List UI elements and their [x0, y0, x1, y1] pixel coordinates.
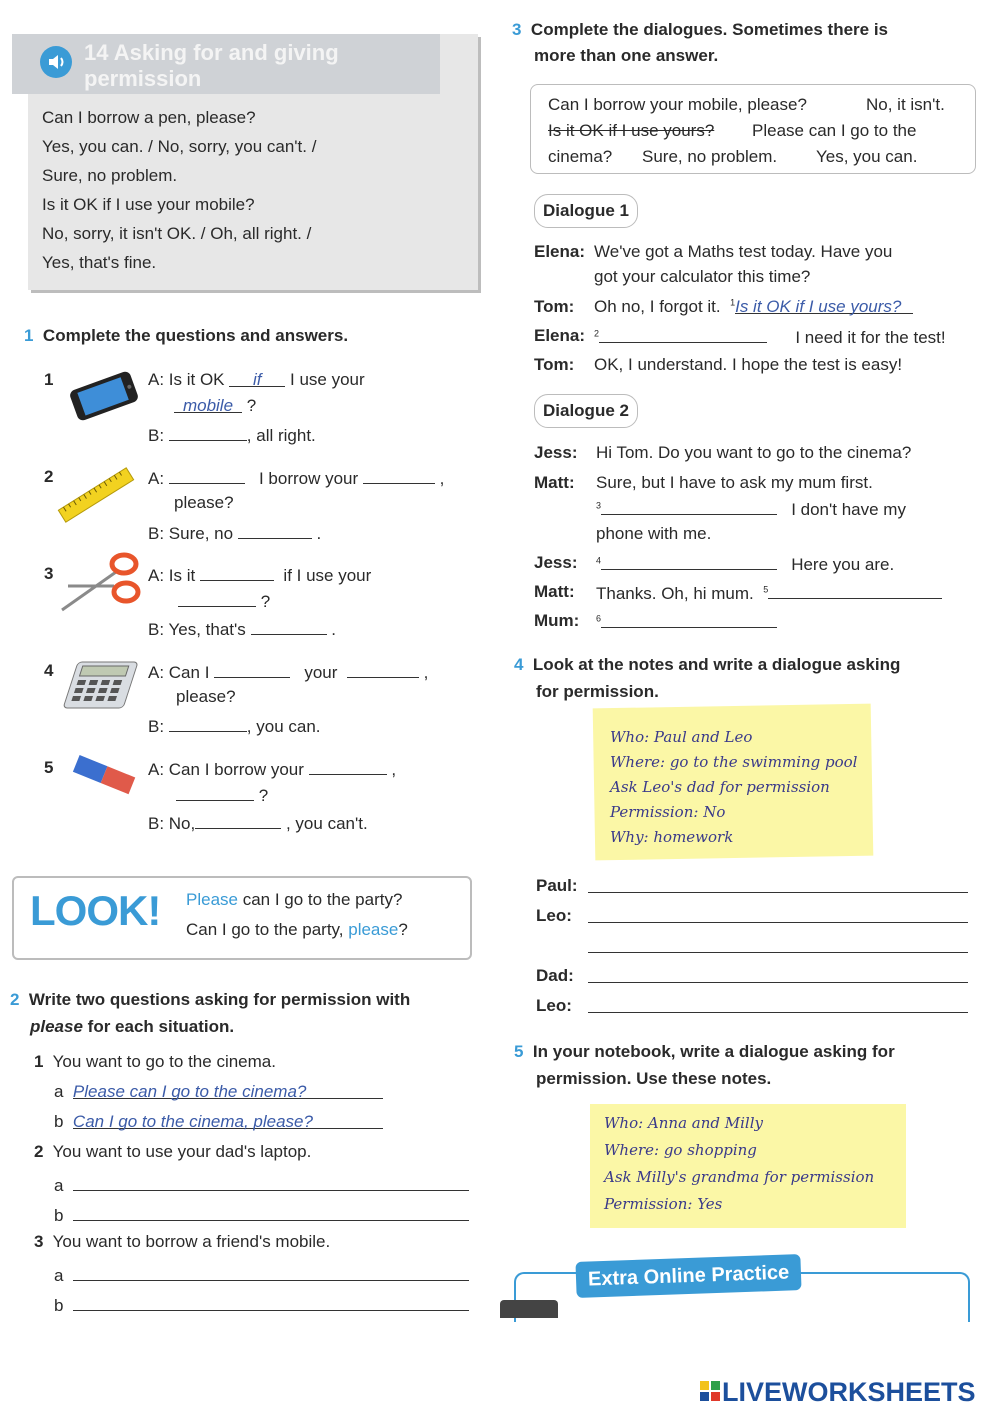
look-line-1: Please can I go to the party?: [186, 890, 403, 909]
word-option-used: Is it OK if I use yours?: [548, 121, 715, 140]
note-line: Why: homework: [610, 828, 734, 846]
dialogue-line: $^4$ Here you are.: [596, 555, 895, 574]
answer-text: Is it OK if I use yours?: [735, 297, 902, 316]
situation-3: 3 You want to borrow a friend's mobile.: [34, 1232, 331, 1251]
grammar-line: Sure, no problem.: [42, 166, 178, 185]
item-number: 3: [44, 564, 54, 583]
blank-input[interactable]: [195, 812, 281, 829]
question-2-cont: please?: [174, 493, 234, 512]
dialogue-text: phone with me.: [596, 524, 712, 543]
question-5: A: Can I borrow your ,: [148, 760, 397, 779]
blank-input[interactable]: [73, 1204, 469, 1221]
dialogue-speaker: Leo:: [536, 906, 572, 925]
note-line: Where: go shopping: [604, 1141, 757, 1159]
ex3-heading-cont: more than one answer.: [534, 46, 719, 65]
liveworksheets-logo-icon: [700, 1381, 720, 1401]
situation-3-a: a: [54, 1264, 469, 1286]
dialogue-2-label: Dialogue 2: [534, 394, 638, 428]
grammar-line: Yes, that's fine.: [42, 253, 157, 272]
answer-4: B: , you can.: [148, 717, 321, 736]
extra-practice-tab[interactable]: Extra Online Practice: [575, 1254, 801, 1298]
answer-2: B: Sure, no .: [148, 524, 322, 543]
ruler-image: [54, 462, 138, 528]
note-line: Permission: Yes: [604, 1195, 723, 1213]
blank-input[interactable]: [601, 611, 777, 628]
blank-input[interactable]: [601, 553, 777, 570]
look-line-2: Can I go to the party, please?: [186, 920, 408, 939]
blank-input[interactable]: [601, 498, 777, 515]
item-number: 1: [44, 370, 54, 389]
speaker-icon[interactable]: [40, 46, 72, 78]
look-logo: LOOK!: [30, 887, 161, 934]
item-number: 4: [44, 661, 54, 680]
question-1: A: Is it OK if I use your: [148, 370, 365, 389]
note-line: Who: Anna and Milly: [604, 1114, 763, 1132]
note-line: Who: Paul and Leo: [610, 728, 753, 746]
blank-input[interactable]: [73, 1174, 469, 1191]
grammar-line: Yes, you can. / No, sorry, you can't. /: [42, 137, 317, 156]
dialogue-line: 6: [596, 611, 777, 633]
word-option: Sure, no problem.: [642, 147, 778, 166]
blank-input[interactable]: [768, 582, 942, 599]
blank-input[interactable]: [176, 784, 254, 801]
dialogue-speaker: Tom:: [534, 355, 575, 374]
dialogue-speaker: Elena:: [534, 326, 586, 345]
ex3-heading: 3 Complete the dialogues. Sometimes there is: [512, 20, 889, 39]
blank-input[interactable]: [363, 467, 435, 484]
blank-input[interactable]: [214, 661, 290, 678]
word-option: Yes, you can.: [816, 147, 918, 166]
grammar-line: Is it OK if I use your mobile?: [42, 195, 255, 214]
question-4-cont: please?: [176, 687, 236, 706]
dialogue-speaker: Matt:: [534, 582, 575, 601]
note-line: Where: go to the swimming pool: [610, 753, 858, 771]
dialogue-line: $^3$ I don't have my: [596, 500, 906, 519]
scissors-image: [58, 546, 142, 616]
dialogue-speaker: Jess:: [534, 443, 578, 462]
dialogue-speaker: Jess:: [534, 553, 578, 572]
dialogue-speaker: Mum:: [534, 611, 580, 630]
answer-mobile: mobile: [182, 396, 234, 415]
blank-input[interactable]: [169, 715, 247, 732]
situation-1-b: b Can I go to the cinema, please?: [54, 1112, 383, 1132]
footer-brand[interactable]: LIVEWORKSHEETS: [722, 1377, 976, 1407]
blank-input[interactable]: [178, 590, 256, 607]
dialogue-speaker: Leo:: [536, 996, 572, 1015]
ex2-heading-cont: please for each situation.: [30, 1017, 235, 1036]
question-4: A: Can I your ,: [148, 663, 429, 682]
dialogue-line: $^2$ I need it for the test!: [594, 328, 946, 347]
blank-input[interactable]: [347, 661, 419, 678]
ex1-heading: 1 Complete the questions and answers.: [24, 326, 349, 345]
blank-input[interactable]: [588, 982, 968, 983]
note-line: Permission: No: [610, 803, 726, 821]
question-3-cont: ?: [178, 590, 270, 612]
ex5-heading: 5 In your notebook, write a dialogue asking for: [514, 1042, 895, 1061]
blank-input[interactable]: [588, 952, 968, 953]
blank-input[interactable]: [309, 758, 387, 775]
blank-input[interactable]: [73, 1264, 469, 1281]
calculator-image: [60, 656, 144, 716]
blank-input[interactable]: [73, 1294, 469, 1311]
dialogue-line: Thanks. Oh, hi mum. $^5$: [596, 582, 942, 604]
ex4-heading: 4 Look at the notes and write a dialogue asking: [514, 655, 901, 674]
grammar-line: No, sorry, it isn't OK. / Oh, all right. /: [42, 224, 312, 243]
grammar-line: Can I borrow a pen, please?: [42, 108, 256, 127]
dialogue-text: Hi Tom. Do you want to go to the cinema?: [596, 443, 912, 462]
word-option: Please can I go to the: [752, 121, 917, 140]
dialogue-speaker: Matt:: [534, 473, 575, 492]
answer-if: if: [253, 370, 262, 389]
dialogue-text: Sure, but I have to ask my mum first.: [596, 473, 873, 492]
blank-input[interactable]: [588, 922, 968, 923]
dialogue-1-label: Dialogue 1: [534, 194, 638, 228]
word-option: No, it isn't.: [866, 95, 945, 114]
dialogue-speaker: Paul:: [536, 876, 578, 895]
grammar-title: 14 Asking for and giving permission: [84, 40, 339, 91]
blank-input[interactable]: [588, 1012, 968, 1013]
dialogue-text: got your calculator this time?: [594, 267, 811, 286]
item-number: 5: [44, 758, 54, 777]
laptop-icon: [500, 1300, 558, 1318]
ex2-heading: 2 Write two questions asking for permission with: [10, 990, 411, 1009]
dialogue-speaker: Tom:: [534, 297, 575, 316]
word-option: cinema?: [548, 147, 613, 166]
blank-input[interactable]: [599, 326, 767, 343]
dialogue-text: OK, I understand. I hope the test is easy!: [594, 355, 903, 374]
situation-2-a: a: [54, 1174, 469, 1196]
answer-text: Can I go to the cinema, please?: [72, 1112, 313, 1131]
mobile-phone-image: [64, 368, 144, 424]
situation-2-b: b: [54, 1204, 469, 1226]
question-5-cont: ?: [176, 784, 268, 806]
eraser-image: [70, 752, 140, 798]
item-number: 2: [44, 467, 54, 486]
note-line: Ask Milly's grandma for permission: [604, 1168, 875, 1186]
answer-1: B: , all right.: [148, 426, 316, 445]
blank-input[interactable]: [238, 522, 312, 539]
blank-input[interactable]: [200, 564, 274, 581]
answer-3: B: Yes, that's .: [148, 620, 336, 639]
blank-input[interactable]: [169, 467, 245, 484]
situation-1: 1 You want to go to the cinema.: [34, 1052, 276, 1071]
dialogue-line: Oh no, I forgot it. $^1$Is it OK if I use yours?: [594, 297, 913, 317]
question-2: A: I borrow your ,: [148, 469, 445, 488]
situation-3-b: b: [54, 1294, 469, 1316]
dialogue-speaker: Dad:: [536, 966, 574, 985]
question-1-cont: mobile ?: [174, 396, 256, 416]
answer-text: Please can I go to the cinema?: [72, 1082, 307, 1101]
ex4-heading-cont: for permission.: [536, 682, 659, 701]
note-line: Ask Leo's dad for permission: [610, 778, 830, 796]
ex5-heading-cont: permission. Use these notes.: [536, 1069, 772, 1088]
answer-5: B: No, , you can't.: [148, 814, 368, 833]
situation-2: 2 You want to use your dad's laptop.: [34, 1142, 312, 1161]
blank-input[interactable]: [169, 424, 247, 441]
dialogue-text: We've got a Maths test today. Have you: [594, 242, 893, 261]
situation-1-a: a Please can I go to the cinema?: [54, 1082, 383, 1102]
word-option: Can I borrow your mobile, please?: [548, 95, 807, 114]
blank-input[interactable]: [588, 892, 968, 893]
question-3: A: Is it if I use your: [148, 566, 372, 585]
blank-input[interactable]: [251, 618, 327, 635]
dialogue-speaker: Elena:: [534, 242, 586, 261]
